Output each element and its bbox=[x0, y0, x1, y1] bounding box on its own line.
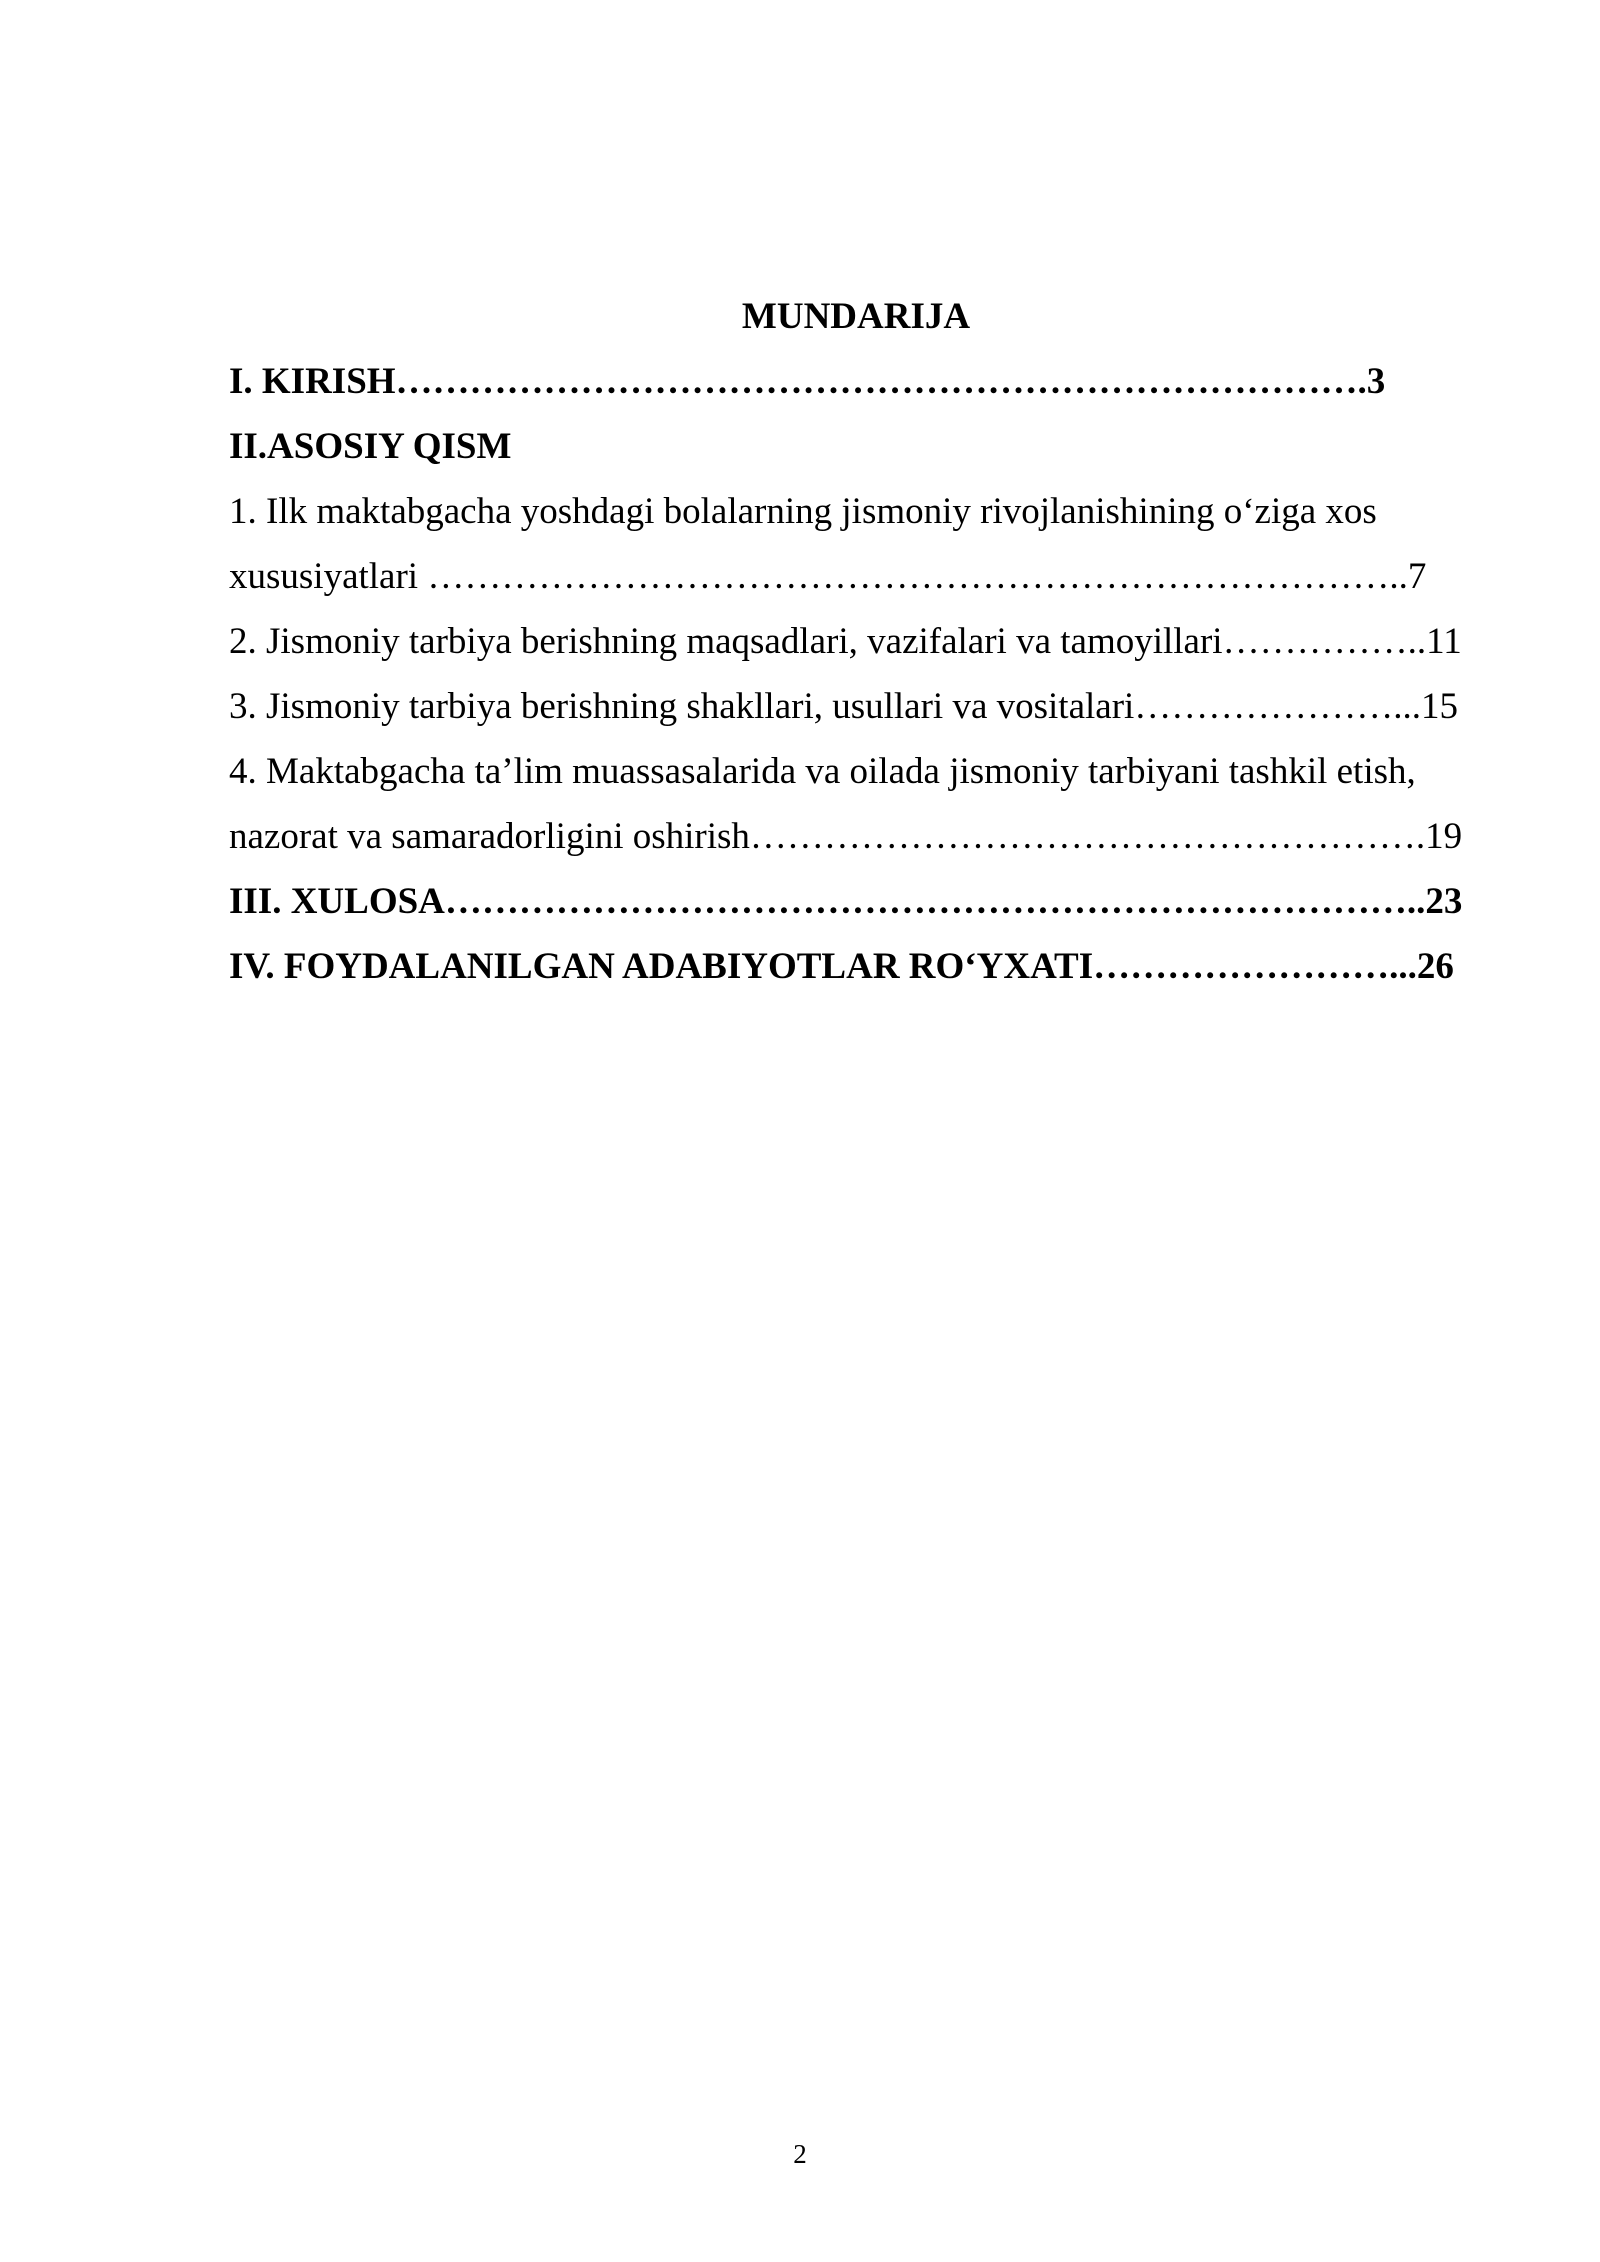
toc-entry-kirish: I. KIRISH…………………………………………………………………….3 bbox=[229, 361, 1386, 402]
table-of-contents bbox=[229, 284, 1483, 999]
toc-entry-3: 3. Jismoniy tarbiya berishning shakllari, usullari va vositalari…………………...15 bbox=[229, 686, 1459, 727]
toc-entry-xulosa: III. XULOSA……………………………………………………………………..23 bbox=[229, 881, 1463, 922]
toc-entry-1-line-2: xususiyatlari ……………………………………………………………………..7 bbox=[229, 556, 1427, 597]
toc-entry-adabiyotlar: IV. FOYDALANILGAN ADABIYOTLAR RO‘YXATI……………………...26 bbox=[229, 946, 1454, 987]
toc-entry-4-line-2: nazorat va samaradorligini oshirish……………………………………………….19 bbox=[229, 816, 1463, 857]
toc-title: MUNDARIJA bbox=[741, 296, 971, 337]
toc-entry-2: 2. Jismoniy tarbiya berishning maqsadlari, vazifalari va tamoyillari……………..11 bbox=[229, 621, 1462, 662]
toc-entry-4-line-1: 4. Maktabgacha ta’lim muassasalarida va oilada jismoniy tarbiyani tashkil etish, bbox=[229, 751, 1416, 792]
toc-entry-asosiy-qism: II.ASOSIY QISM bbox=[229, 426, 512, 467]
page-number: 2 bbox=[793, 2139, 807, 2169]
toc-entry-1-line-1: 1. Ilk maktabgacha yoshdagi bolalarning jismoniy rivojlanishining o‘ziga xos bbox=[229, 491, 1377, 532]
